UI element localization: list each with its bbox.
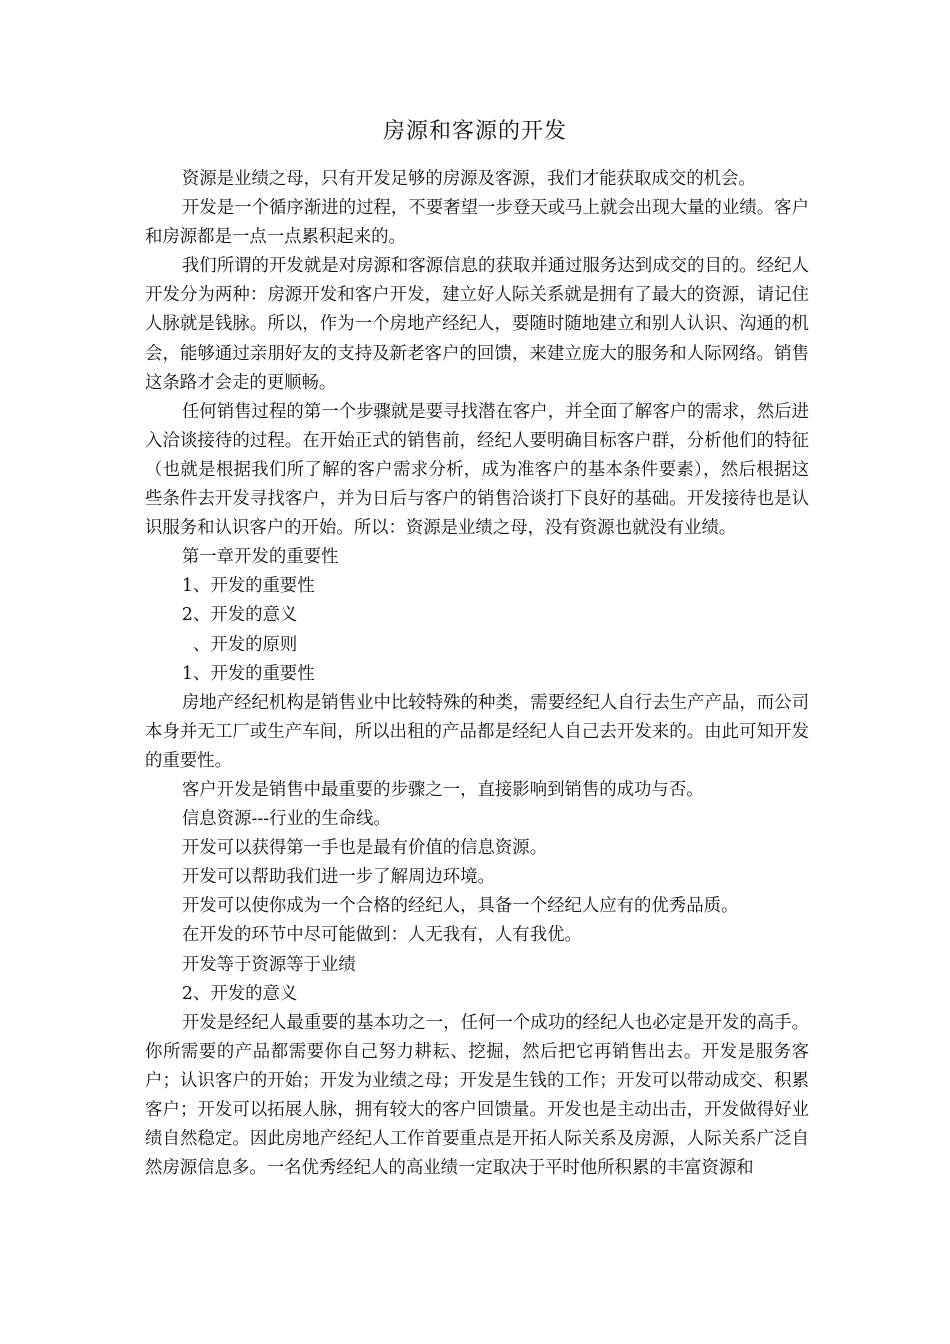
- chapter-heading: 第一章开发的重要性: [181, 547, 339, 568]
- document-title: 房源和客源的开发: [382, 119, 567, 144]
- paragraph-13: 开发是经纪人最重要的基本功之一，任何一个成功的经纪人也必定是开发的高手。你所需要的产品都需要你自己努力耕耘、挖掘，然后把它再销售出去。开发是服务客户；认识客户的开始；开发为业绩之母；开发是生钱的工作；开发可以带动成交、积累客户；开发可以拓展人脉，拥有较大的客户回馈量。开发也是主动出击，开发做得好业绩自然稳定。因此房地产经纪人工作首要重点是开拓人际关系及房源，人际关系广泛自然房源信息多。一名优秀经纪人的高业绩一定取决于平时他所积累的丰富资源和: [145, 1012, 809, 1179]
- paragraph-11: 在开发的环节中尽可能做到：人无我有，人有我优。: [181, 925, 582, 946]
- paragraph-9: 开发可以帮助我们进一步了解周边环境。: [181, 867, 495, 888]
- section-heading-2: 2、开发的意义: [181, 983, 298, 1004]
- paragraph-6: 客户开发是销售中最重要的步骤之一，直接影响到销售的成功与否。: [181, 779, 704, 800]
- paragraph-10: 开发可以使你成为一个合格的经纪人，具备一个经纪人应有的优秀品质。: [181, 896, 739, 917]
- document-body: [145, 165, 809, 1183]
- paragraph-12: 开发等于资源等于业绩: [181, 954, 356, 975]
- paragraph-5: 房地产经纪机构是销售业中比较特殊的种类，需要经纪人自行去生产产品，而公司本身并无工厂或生产车间，所以出租的产品都是经纪人自己去开发来的。由此可知开发的重要性。: [145, 692, 809, 771]
- outline-item-1: 1、开发的重要性: [181, 576, 315, 597]
- paragraph-4: 任何销售过程的第一个步骤就是要寻找潜在客户，并全面了解客户的需求，然后进入洽谈接待的过程。在开始正式的销售前，经纪人要明确目标客户群，分析他们的特征（也就是根据我们所了解的客户需求分析，成为准客户的基本条件要素），然后根据这些条件去开发寻找客户，并为日后与客户的销售洽谈打下良好的基础。开发接待也是认识服务和认识客户的开始。所以：资源是业绩之母，没有资源也就没有业绩。: [145, 401, 809, 539]
- outline-item-3: 、开发的原则: [181, 634, 298, 655]
- paragraph-2: 开发是一个循序渐进的过程，不要奢望一步登天或马上就会出现大量的业绩。客户和房源都是一点一点累积起来的。: [145, 198, 809, 248]
- paragraph-7: 信息资源---行业的生命线。: [181, 809, 391, 830]
- section-heading-1: 1、开发的重要性: [181, 663, 315, 684]
- paragraph-1: 资源是业绩之母，只有开发足够的房源及客源，我们才能获取成交的机会。: [181, 169, 756, 189]
- paragraph-8: 开发可以获得第一手也是最有价值的信息资源。: [181, 838, 548, 859]
- outline-item-2: 2、开发的意义: [181, 605, 298, 626]
- paragraph-3: 我们所谓的开发就是对房源和客源信息的获取并通过服务达到成交的目的。经纪人开发分为两种：房源开发和客户开发，建立好人际关系就是拥有了最大的资源，请记住人脉就是钱脉。所以，作为一个房地产经纪人，要随时随地建立和别人认识、沟通的机会，能够通过亲朋好友的支持及新老客户的回馈，来建立庞大的服务和人际网络。销售这条路才会走的更顺畅。: [145, 256, 809, 393]
